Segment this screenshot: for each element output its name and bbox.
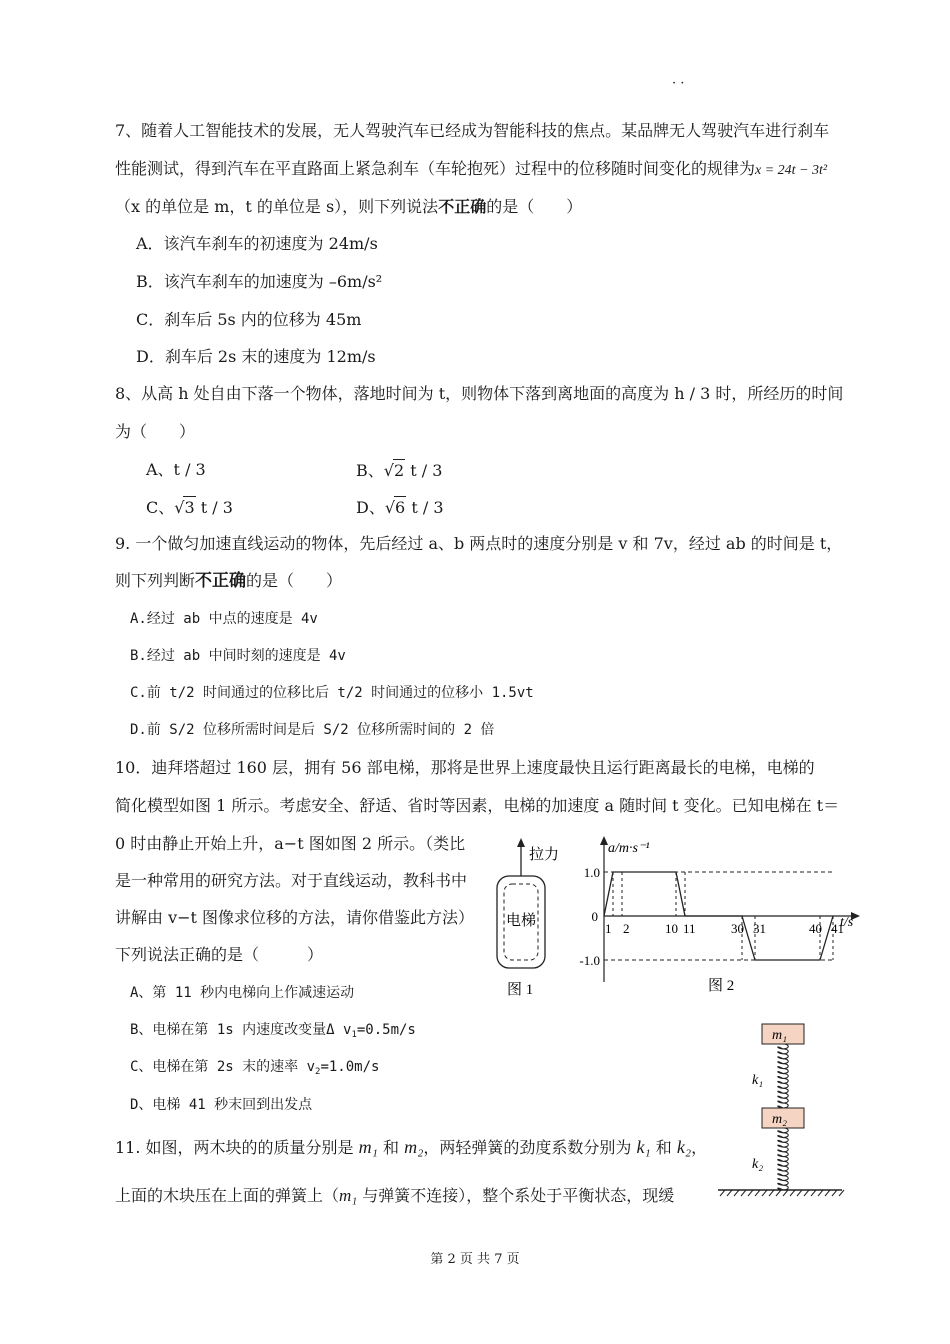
q7-stem-line1: 7、随着人工智能技术的发展，无人驾驶汽车已经成为智能科技的焦点。某品牌无人驾驶汽车进行刹车: [115, 121, 830, 140]
x-tick-30: 30: [731, 921, 744, 936]
q7-option-b: B．该汽车刹车的加速度为 –6m/s²: [136, 272, 383, 291]
x-tick-31: 31: [753, 921, 766, 936]
hatch-stroke: [797, 1190, 802, 1196]
q10-stem-line5: 讲解由 v−t 图像求位移的方法，请你借鉴此方法）: [115, 908, 475, 927]
q9-emphasis: 不正确: [195, 571, 247, 591]
q7-stem-line3: [115, 196, 582, 218]
x-axis-label: t/s: [840, 915, 854, 930]
q9-option-c: C.前 t/2 时间通过的位移比后 t/2 时间通过的位移小 1.5vt: [130, 685, 534, 701]
q7-option-d: D．刹车后 2s 末的速度为 12m/s: [136, 347, 376, 366]
q11-m1-again: m₁: [339, 1186, 358, 1205]
spring-k2: [778, 1128, 789, 1190]
hatch-stroke: [741, 1190, 746, 1196]
figure-springs: [712, 1018, 852, 1198]
q11-stem-line1: [115, 1136, 707, 1159]
hatch-stroke: [727, 1190, 732, 1196]
q10-option-b-sub: 1: [351, 1030, 357, 1040]
q8-option-b-radicand: 2: [393, 461, 405, 480]
y-tick-zero: 0: [591, 909, 598, 924]
hatch-stroke: [825, 1190, 830, 1196]
q11-k2: k₂: [676, 1137, 692, 1157]
q8-option-a: A、t / 3: [146, 460, 206, 479]
hatch-stroke: [783, 1190, 788, 1196]
q7-stem-line2: [115, 158, 827, 182]
y-axis-label: a/m·s⁻¹: [608, 841, 650, 856]
q10-option-b-text: B、电梯在第 1s 内速度改变量Δ v: [130, 1022, 352, 1038]
q8-option-b-label: B、: [356, 461, 384, 480]
q8-option-d-radicand: 6: [395, 498, 406, 517]
hatch-stroke: [790, 1190, 795, 1196]
q10-option-c-sub: 2: [315, 1067, 321, 1077]
hatch-stroke: [734, 1190, 739, 1196]
block-m2-label: m₂: [772, 1112, 787, 1127]
force-label: 拉力: [529, 847, 560, 863]
q9-option-d: D.前 S/2 位移所需时间是后 S/2 位移所需时间的 2 倍: [130, 722, 495, 738]
q11-m2: m₂: [404, 1137, 424, 1157]
q8-option-b-rest: t / 3: [405, 461, 443, 480]
figure-1-caption: 图 1: [507, 982, 534, 998]
q10-option-b: [130, 1019, 416, 1046]
hatch-stroke: [811, 1190, 816, 1196]
q8-option-c: C、√3 t / 3: [146, 498, 233, 517]
x-tick-labels: [605, 921, 844, 936]
q10-option-c: [130, 1056, 379, 1083]
q8-option-d-label: D、: [356, 498, 385, 517]
hatch-stroke: [832, 1190, 837, 1196]
q8-stem-line1: 8、从高 h 处自由下落一个物体，落地时间为 t，则物体下落到离地面的高度为 h / 3 时，所经历的时间: [115, 384, 844, 403]
x-tick-1: 1: [605, 921, 612, 936]
q11-text2b: 与弹簧不连接），整个系处于平衡状态，现缓: [357, 1186, 675, 1205]
q11-text2a: 上面的木块压在上面的弹簧上（: [115, 1186, 340, 1205]
q8-option-b: B、√2 t / 3: [356, 461, 443, 480]
figure-2-at-chart: [570, 832, 880, 1000]
q8-option-d-rest: t / 3: [406, 498, 444, 517]
q10-option-d: D、电梯 41 秒末回到出发点: [130, 1097, 313, 1113]
q9-option-a: A.经过 ab 中点的速度是 4v: [130, 611, 318, 627]
q9-stem-text2c: 的是（ ）: [246, 571, 343, 590]
force-arrowhead: [517, 838, 525, 847]
q9-stem-line1: 9. 一个做匀加速直线运动的物体，先后经过 a、b 两点时的速度分别是 v 和 7v，经过 ab 的时间是 t，: [115, 534, 843, 553]
x-tick-41: 41: [831, 921, 844, 936]
y-tick-neg: -1.0: [579, 953, 600, 968]
spring-k2-label: k₂: [752, 1157, 764, 1172]
q8-option-d: D、√6 t / 3: [356, 498, 444, 517]
header-mark: · ·: [672, 76, 685, 91]
q11-text1e: ，: [691, 1138, 708, 1157]
spring-k1: [778, 1044, 789, 1108]
q7-option-c: C．刹车后 5s 内的位移为 45m: [136, 310, 362, 329]
hatch-stroke: [720, 1190, 725, 1196]
spring-k1-label: k₁: [752, 1073, 764, 1088]
hatch-stroke: [769, 1190, 774, 1196]
q11-m1: m₁: [358, 1137, 378, 1157]
y-tick-pos: 1.0: [583, 865, 600, 880]
figure-1-elevator: [485, 836, 565, 1006]
x-tick-40: 40: [809, 921, 822, 936]
x-tick-11: 11: [683, 921, 696, 936]
q10-stem-line4: 是一种常用的研究方法。对于直线运动，教科书中: [115, 871, 468, 890]
q9-stem-text2a: 则下列判断: [115, 571, 196, 590]
q10-stem-line2: 简化模型如图 1 所示。考虑安全、舒适、省时等因素，电梯的加速度 a 随时间 t 变化。已知电梯在 t＝: [115, 796, 840, 815]
q10-stem-line1: 10．迪拜塔超过 160 层，拥有 56 部电梯，那将是世界上速度最快且运行距离最长的电梯，电梯的: [115, 758, 815, 777]
ground-hatching: [720, 1190, 844, 1196]
q8-option-c-radicand: 3: [184, 498, 195, 517]
hatch-stroke: [762, 1190, 767, 1196]
q7-emphasis: 不正确: [438, 197, 487, 216]
q9-option-b: B.经过 ab 中间时刻的速度是 4v: [130, 648, 346, 664]
hatch-stroke: [818, 1190, 823, 1196]
q8-stem-line2: 为（ ）: [115, 422, 196, 441]
q11-k1: k₁: [636, 1137, 651, 1157]
q10-option-a: A、第 11 秒内电梯向上作减速运动: [130, 985, 355, 1001]
elevator-label: 电梯: [506, 913, 537, 929]
page-footer: 第 2 页 共 7 页: [430, 1252, 520, 1267]
q11-text1d: 和: [650, 1138, 677, 1157]
x-tick-2: 2: [623, 921, 630, 936]
q7-option-a: A．该汽车刹车的初速度为 24m/s: [136, 234, 378, 253]
block-m1-label: m₁: [772, 1028, 787, 1043]
q7-stem-text2: 性能测试，得到汽车在平直路面上紧急刹车（车轮抱死）过程中的位移随时间变化的规律为: [115, 159, 756, 178]
q10-option-b-value: =0.5m/s: [356, 1022, 416, 1038]
q10-option-c-value: =1.0m/s: [320, 1059, 380, 1075]
figure-2-caption: 图 2: [708, 978, 735, 994]
q10-option-c-text: C、电梯在第 2s 末的速率 v: [130, 1059, 316, 1075]
q10-stem-line3: 0 时由静止开始上升，a−t 图如图 2 所示。（类比: [115, 834, 466, 853]
hatch-stroke: [748, 1190, 753, 1196]
hatch-stroke: [776, 1190, 781, 1196]
q7-stem-text3a: （x 的单位是 m，t 的单位是 s），则下列说法: [115, 197, 439, 216]
q8-option-c-label: C、: [146, 498, 175, 517]
q7-stem-text3c: 的是（ ）: [486, 197, 583, 216]
q11-text1b: 和: [377, 1138, 405, 1157]
q10-stem-line6: 下列说法正确的是（ ）: [115, 945, 324, 964]
q9-stem-line2: [115, 570, 342, 592]
hatch-stroke: [755, 1190, 760, 1196]
q11-stem-line2: [115, 1185, 674, 1207]
hatch-stroke: [839, 1190, 844, 1196]
q11-text1c: ，两轻弹簧的劲度系数分别为: [423, 1138, 637, 1157]
q11-text1a: 11. 如图，两木块的的质量分别是: [115, 1138, 359, 1157]
q7-formula: x = 24t − 3t²: [755, 163, 828, 178]
x-tick-10: 10: [665, 921, 678, 936]
y-axis-arrowhead: [600, 836, 608, 845]
hatch-stroke: [804, 1190, 809, 1196]
q8-option-c-rest: t / 3: [195, 498, 233, 517]
